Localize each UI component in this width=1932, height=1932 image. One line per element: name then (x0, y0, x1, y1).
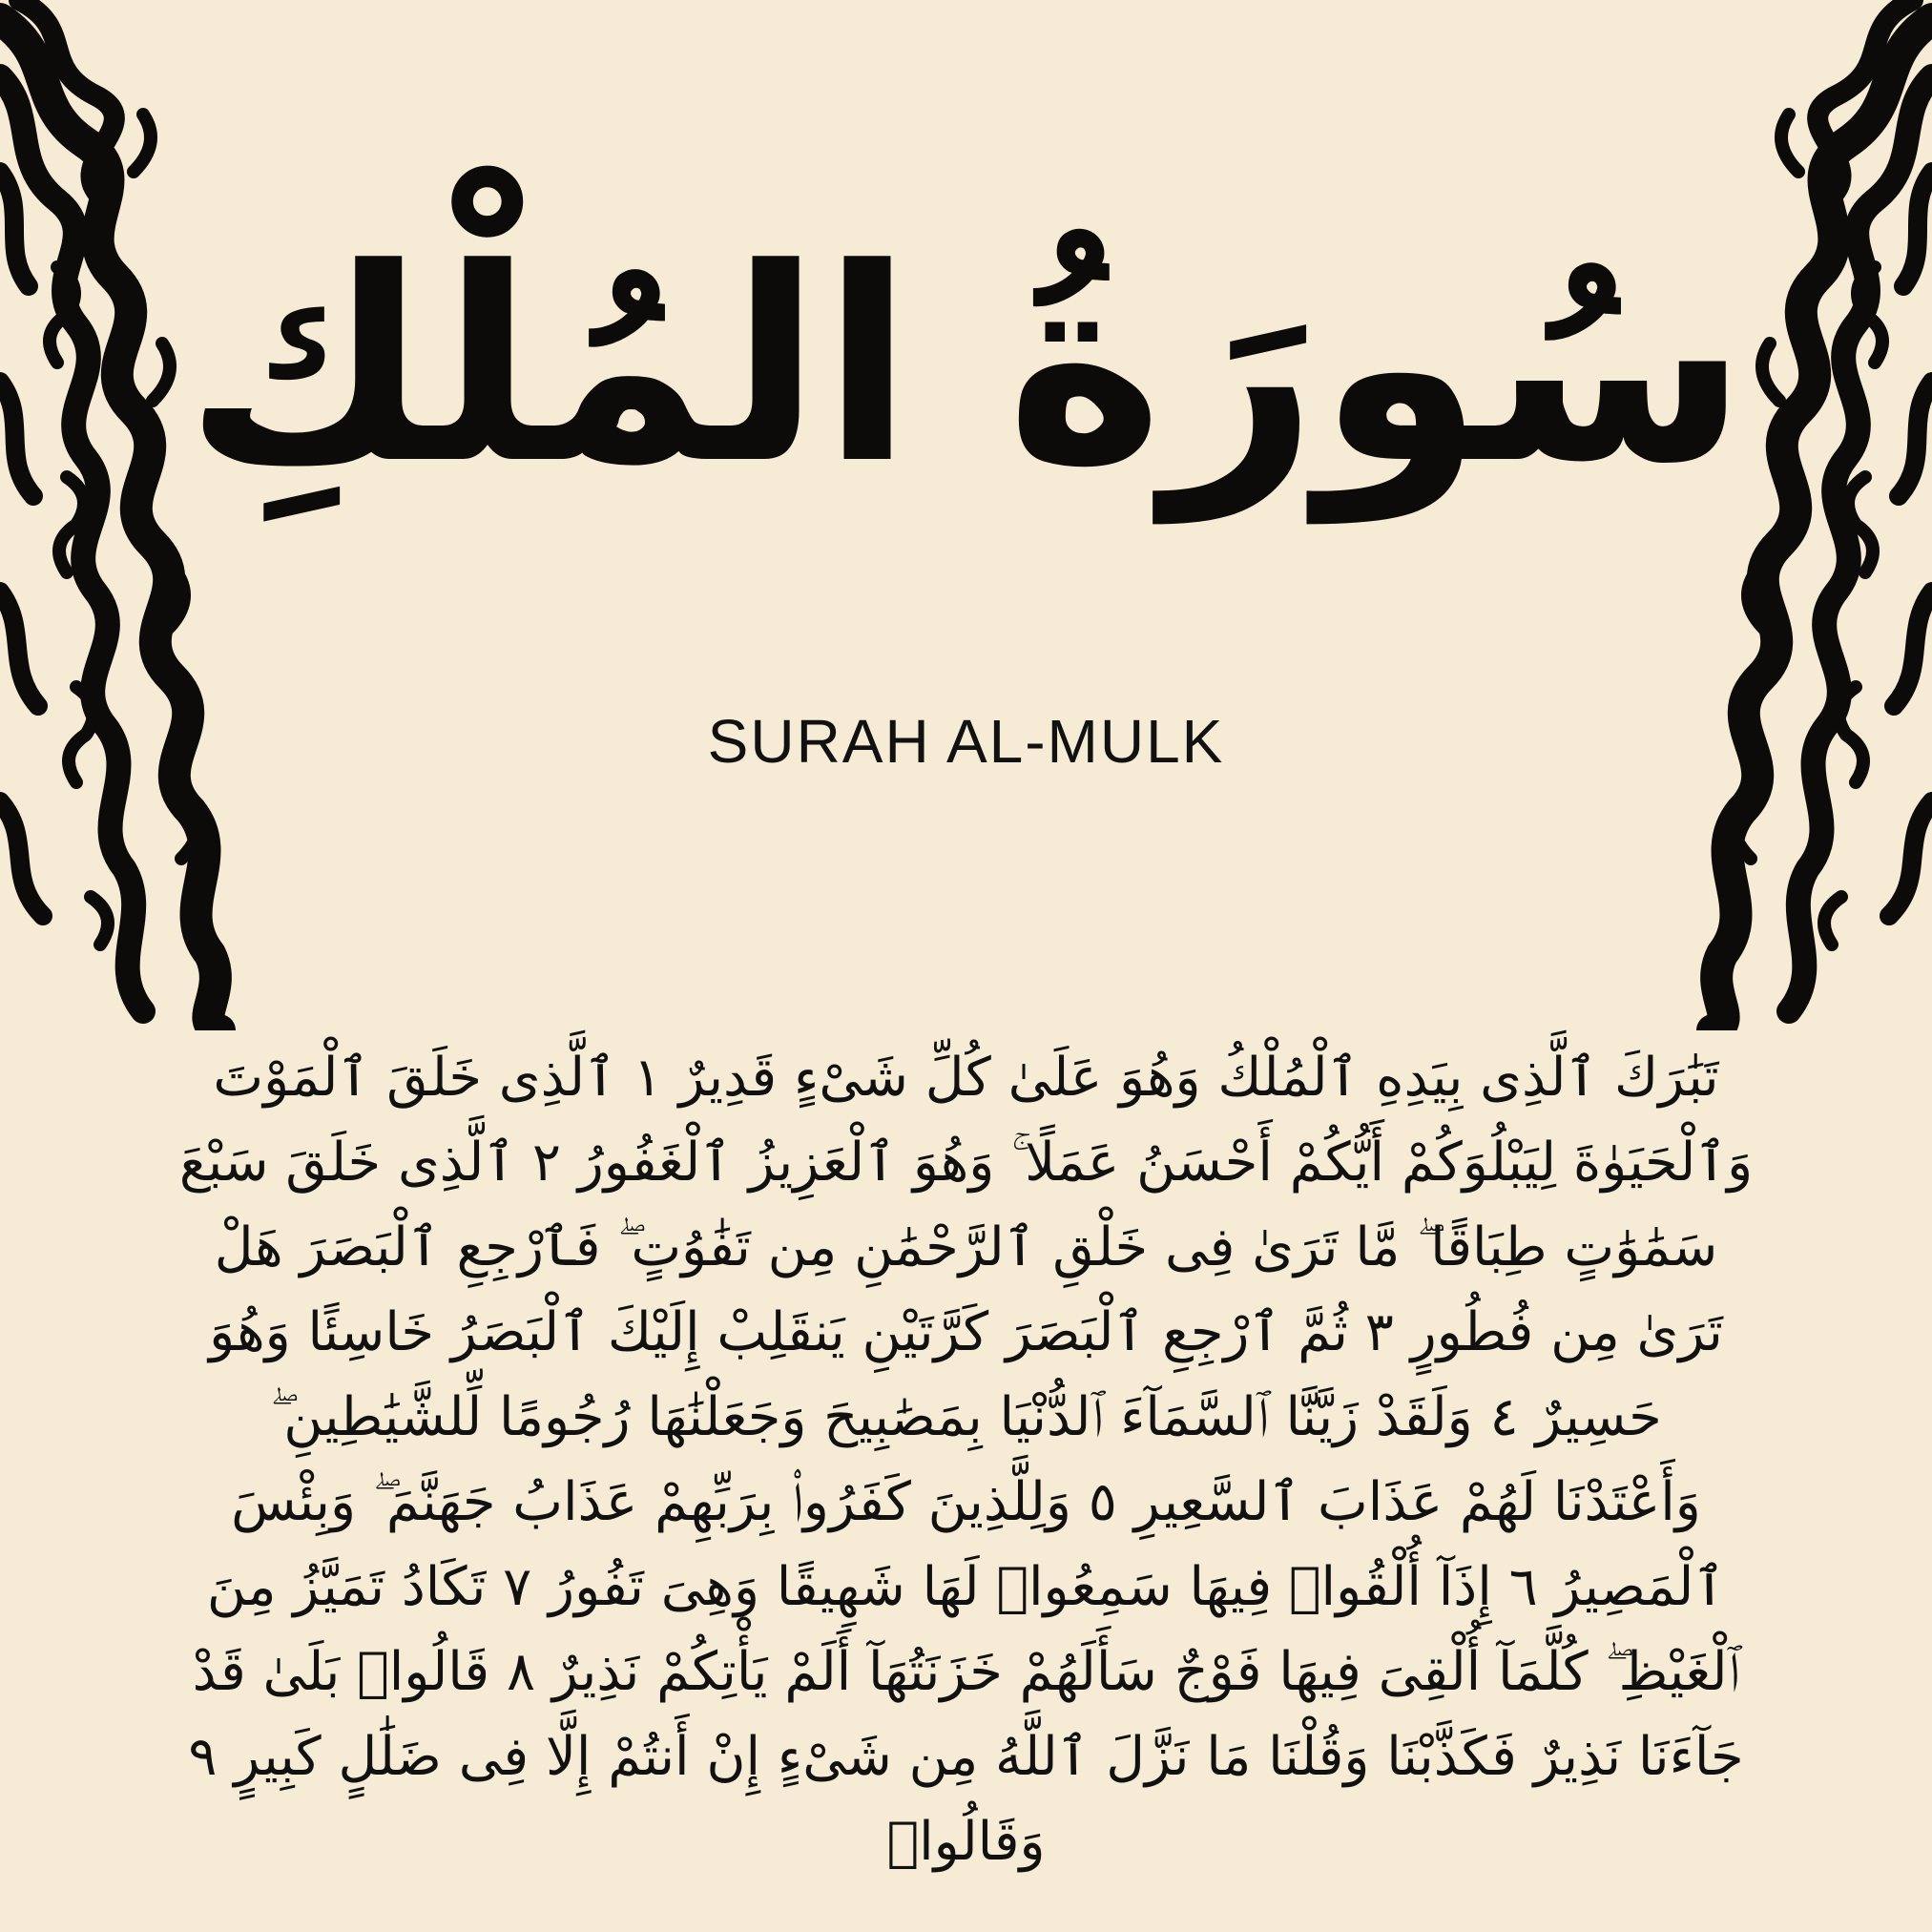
verse-line: سَمَٰوَٰتٍ طِبَاقًا ۖ مَّا تَرَىٰ فِى خَلْقِ ٱلرَّحْمَٰنِ مِن تَفَٰوُتٍ ۖ فَٱرْجِعِ ٱلْبَصَرَ هَلْ (214, 1216, 1718, 1278)
title-block (181, 57, 1751, 677)
verse-line: حَسِيرٌ ٤ وَلَقَدْ زَيَّنَّا ٱلسَّمَآءَ ٱلدُّنْيَا بِمَصَٰبِيحَ وَجَعَلْنَٰهَا رُجُومًا لِّلشَّيَٰطِينِ ۖ (270, 1386, 1662, 1448)
arabic-title: سُورَةُ المُلْكِ (184, 212, 1748, 523)
verse-line: وَٱلْحَيَوٰةَ لِيَبْلُوَكُمْ أَيُّكُمْ أَحْسَنُ عَمَلًا ۚ وَهُوَ ٱلْعَزِيزُ ٱلْغَفُورُ ٢ ٱلَّذِى خَلَقَ سَبْعَ (178, 1132, 1754, 1194)
verse-line: ٱلْمَصِيرُ ٦ إِذَآ أُلْقُوا۟ فِيهَا سَمِعُوا۟ لَهَا شَهِيقًا وَهِىَ تَفُورُ ٧ تَكَادُ تَمَيَّزُ مِنَ (206, 1556, 1726, 1618)
verse-line: تَبَٰرَكَ ٱلَّذِى بِيَدِهِ ٱلْمُلْكُ وَهُوَ عَلَىٰ كُلِّ شَىْءٍ قَدِيرٌ ١ ٱلَّذِى خَلَقَ ٱلْمَوْتَ (213, 1047, 1719, 1109)
verse-line: وَقَالُوا۟ (886, 1811, 1046, 1873)
verse-line: جَآءَنَا نَذِيرٌ فَكَذَّبْنَا وَقُلْنَا مَا نَزَّلَ ٱللَّهُ مِن شَىْءٍ إِنْ أَنتُمْ إِلَّا فِى ضَلَٰلٍ كَبِيرٍ ٩ (188, 1726, 1744, 1788)
verse-block (124, 1035, 1808, 1884)
verse-line: ٱلْغَيْظِ ۖ كُلَّمَآ أُلْقِىَ فِيهَا فَوْجٌ سَأَلَهُمْ خَزَنَتُهَآ أَلَمْ يَأْتِكُمْ نَذِيرٌ ٨ قَالُوا۟ بَلَىٰ قَدْ (192, 1641, 1740, 1703)
latin-title: SURAH AL-MULK (707, 707, 1225, 776)
verse-line: وَأَعْتَدْنَا لَهُمْ عَذَابَ ٱلسَّعِيرِ ٥ وَلِلَّذِينَ كَفَرُوا۟ بِرَبِّهِمْ عَذَابُ جَهَنَّمَ ۖ وَبِئْسَ (231, 1471, 1701, 1533)
verse-line: تَرَىٰ مِن فُطُورٍ ٣ ثُمَّ ٱرْجِعِ ٱلْبَصَرَ كَرَّتَيْنِ يَنقَلِبْ إِلَيْكَ ٱلْبَصَرُ خَاسِئًا وَهُوَ (209, 1301, 1723, 1363)
